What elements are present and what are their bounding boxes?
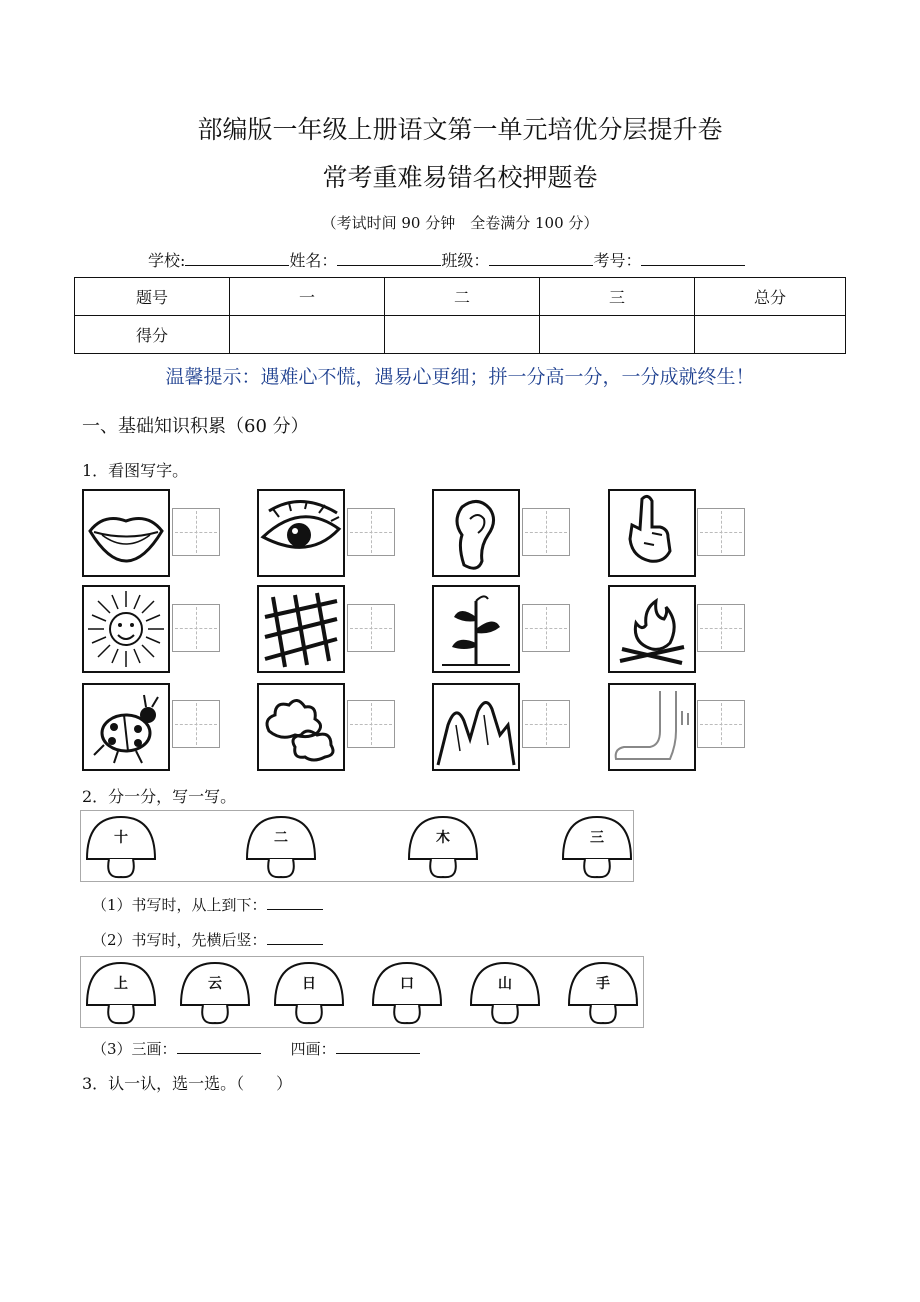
- writing-grid[interactable]: [347, 604, 395, 652]
- writing-grid[interactable]: [172, 604, 220, 652]
- writing-grid[interactable]: [347, 508, 395, 556]
- mushroom-card: [559, 813, 635, 879]
- writing-grid[interactable]: [697, 700, 745, 748]
- writing-grid[interactable]: [172, 508, 220, 556]
- writing-grid[interactable]: [347, 700, 395, 748]
- mushroom-character: 二: [274, 830, 288, 846]
- fire-icon: [608, 585, 696, 673]
- mushroom-card: [405, 813, 481, 879]
- sub-question-3b-text: 四画：: [290, 1040, 336, 1058]
- number-label: 考号：: [593, 251, 642, 270]
- hand-icon: [608, 489, 696, 577]
- answer-blank[interactable]: [336, 1037, 420, 1054]
- mushroom-character: 木: [436, 830, 450, 846]
- score-cell[interactable]: [540, 316, 695, 354]
- mushroom-card: [369, 959, 445, 1025]
- mushroom-character: 云: [208, 976, 222, 992]
- cloud-icon: [257, 683, 345, 771]
- sub-question-3: [92, 1037, 420, 1059]
- school-blank[interactable]: [185, 249, 289, 266]
- name-blank[interactable]: [337, 249, 441, 266]
- table-cell: 三: [540, 278, 695, 316]
- mushroom-card: [565, 959, 641, 1025]
- name-label: 姓名：: [289, 251, 338, 270]
- question-3-title: 3．认一认，选一选。（ ）: [82, 1074, 293, 1093]
- score-table: [74, 277, 846, 354]
- writing-grid[interactable]: [697, 604, 745, 652]
- ladybug-icon: [82, 683, 170, 771]
- sub-question-1: [92, 893, 323, 915]
- sun-icon: [82, 585, 170, 673]
- mushroom-character: 上: [114, 976, 128, 992]
- mushroom-card: [83, 813, 159, 879]
- score-cell[interactable]: [695, 316, 846, 354]
- sub-question-2: [92, 928, 323, 950]
- student-info-line: [148, 248, 745, 271]
- table-cell: 二: [385, 278, 540, 316]
- exam-title: 部编版一年级上册语文第一单元培优分层提升卷: [197, 115, 723, 144]
- sub-question-3a-text: （3）三画：: [92, 1040, 177, 1058]
- table-cell: 题号: [75, 278, 230, 316]
- sprout-icon: [432, 585, 520, 673]
- mushroom-character: 十: [114, 830, 128, 846]
- answer-blank[interactable]: [177, 1037, 261, 1054]
- writing-grid[interactable]: [522, 604, 570, 652]
- mushroom-character: 日: [302, 976, 316, 992]
- answer-blank[interactable]: [267, 893, 323, 910]
- table-cell: 总分: [695, 278, 846, 316]
- score-cell[interactable]: [230, 316, 385, 354]
- field-icon: [257, 585, 345, 673]
- mushroom-card: [243, 813, 319, 879]
- writing-grid[interactable]: [172, 700, 220, 748]
- section-title: 一、基础知识积累（60 分）: [82, 416, 309, 437]
- school-label: 学校:: [148, 251, 186, 270]
- writing-grid[interactable]: [522, 700, 570, 748]
- writing-grid[interactable]: [697, 508, 745, 556]
- mushroom-card: [271, 959, 347, 1025]
- table-row: [75, 278, 846, 316]
- table-row: [75, 316, 846, 354]
- mushroom-character: 三: [590, 830, 604, 846]
- ear-icon: [432, 489, 520, 577]
- exam-subtitle: 常考重难易错名校押题卷: [322, 163, 598, 192]
- score-cell[interactable]: [385, 316, 540, 354]
- mushroom-character: 手: [596, 976, 610, 992]
- mushroom-card: [467, 959, 543, 1025]
- table-cell: 一: [230, 278, 385, 316]
- writing-grid[interactable]: [522, 508, 570, 556]
- exam-time-info: （考试时间 90 分钟 全卷满分 100 分）: [321, 214, 599, 232]
- mushroom-group-2: [80, 956, 644, 1028]
- question-1-title: 1．看图写字。: [82, 461, 189, 480]
- foot-icon: [608, 683, 696, 771]
- mountain-icon: [432, 683, 520, 771]
- mushroom-card: [83, 959, 159, 1025]
- tip-text: 温馨提示：遇难心不慌，遇易心更细；拼一分高一分，一分成就终生！: [165, 366, 755, 388]
- answer-blank[interactable]: [267, 928, 323, 945]
- eye-icon: [257, 489, 345, 577]
- mushroom-group-1: [80, 810, 634, 882]
- sub-question-1-text: （1）书写时，从上到下：: [92, 896, 267, 914]
- table-cell: 得分: [75, 316, 230, 354]
- class-label: 班级：: [441, 251, 490, 270]
- question-2-title: 2．分一分，写一写。: [82, 787, 237, 806]
- mushroom-character: 口: [400, 976, 414, 992]
- mushroom-card: [177, 959, 253, 1025]
- number-blank[interactable]: [641, 249, 745, 266]
- lips-icon: [82, 489, 170, 577]
- sub-question-2-text: （2）书写时，先横后竖：: [92, 931, 267, 949]
- class-blank[interactable]: [489, 249, 593, 266]
- mushroom-character: 山: [498, 976, 512, 992]
